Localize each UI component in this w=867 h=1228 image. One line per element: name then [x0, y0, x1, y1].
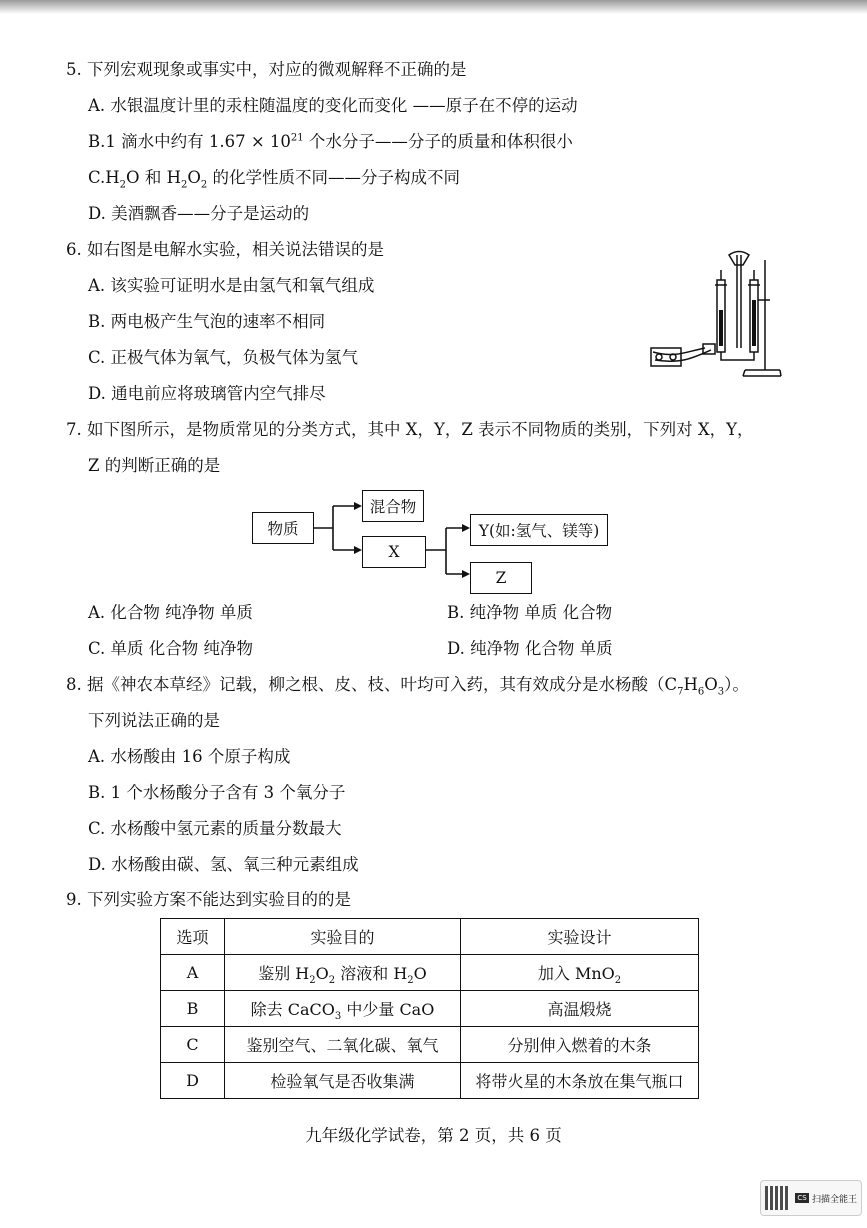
row-a-goal: 鉴别 $H_2O_2$ 溶液和 $H_2O$: [225, 955, 461, 991]
row-d-option: D: [161, 1063, 225, 1099]
table-header-row: [161, 919, 699, 955]
q9-experiment-table: [160, 918, 699, 1099]
row-d-design: 将带火星的木条放在集气瓶口: [461, 1063, 699, 1099]
q5-option-a: A. 水银温度计里的汞柱随温度的变化而变化 ——原子在不停的运动: [88, 96, 578, 115]
scanner-watermark-badge: [760, 1180, 862, 1216]
table-header-option: 选项: [161, 919, 225, 955]
diagram-node-z: Z: [470, 562, 532, 594]
q6-option-b: B. 两电极产生气泡的速率不相同: [88, 312, 326, 331]
q9-stem: 9. 下列实验方案不能达到实验目的的是: [66, 890, 351, 909]
table-header-goal: 实验目的: [225, 919, 461, 955]
q7-option-a: A. 化合物 纯净物 单质: [88, 603, 253, 622]
table-row: [161, 991, 699, 1027]
camscanner-logo-icon: CS: [795, 1193, 809, 1203]
q8-stem-line1: 8. 据《神农本草经》记载，柳之根、皮、枝、叶均可入药，其有效成分是水杨酸$(C_7H_6O_3)$。: [66, 675, 749, 698]
q5-option-d: D. 美酒飘香——分子是运动的: [88, 204, 310, 223]
q7-stem-line2: Z 的判断正确的是: [88, 456, 221, 475]
row-c-design: 分别伸入燃着的木条: [461, 1027, 699, 1063]
qr-code-icon: [765, 1186, 789, 1210]
q5-stem: 5. 下列宏观现象或事实中，对应的微观解释不正确的是: [66, 60, 467, 79]
table-header-design: 实验设计: [461, 919, 699, 955]
q5-option-c: $C.H_2O$ 和 $H_2O_2$ 的化学性质不同——分子构成不同: [88, 168, 460, 191]
table-row: [161, 1027, 699, 1063]
q6-stem: 6. 如右图是电解水实验，相关说法错误的是: [66, 240, 384, 259]
q8-stem-line2: 下列说法正确的是: [88, 711, 220, 730]
row-a-option: A: [161, 955, 225, 991]
q7-option-c: C. 单质 化合物 纯净物: [88, 639, 254, 658]
q7-option-b: B. 纯净物 单质 化合物: [447, 603, 613, 622]
row-b-design: 高温煅烧: [461, 991, 699, 1027]
q6-option-c: C. 正极气体为氧气，负极气体为氢气: [88, 348, 359, 367]
page-footer: 九年级化学试卷，第 2 页，共 6 页: [305, 1126, 562, 1145]
row-c-option: C: [161, 1027, 225, 1063]
diagram-node-substance: 物质: [252, 512, 314, 544]
row-c-goal: 鉴别空气、二氧化碳、氧气: [225, 1027, 461, 1063]
q7-stem-line1: 7. 如下图所示，是物质常见的分类方式，其中 X，Y，Z 表示不同物质的类别，下列对 X，Y，: [66, 420, 754, 439]
q5-option-b: B.1 滴水中约有 $1.67 \times 10^{21}$ 个水分子——分子的质量和体积很小: [88, 132, 573, 151]
table-row: [161, 955, 699, 991]
row-b-goal: 除去 CaCO$_3$ 中少量 CaO: [225, 991, 461, 1027]
q8-option-b: B. 1 个水杨酸分子含有 3 个氧分子: [88, 783, 346, 802]
row-a-design: 加入 MnO$_2$: [461, 955, 699, 991]
scanner-badge-title: 扫描全能王: [812, 1194, 858, 1205]
table-row: [161, 1063, 699, 1099]
row-b-option: B: [161, 991, 225, 1027]
q8-option-d: D. 水杨酸由碳、氢、氧三种元素组成: [88, 855, 359, 874]
diagram-node-mixture: 混合物: [362, 490, 424, 522]
q6-option-d: D. 通电前应将玻璃管内空气排尽: [88, 384, 326, 403]
q7-option-d: D. 纯净物 化合物 单质: [447, 639, 613, 658]
diagram-node-x: X: [362, 536, 426, 568]
q8-option-a: A. 水杨酸由 16 个原子构成: [88, 747, 291, 766]
diagram-node-y: Y(如:氢气、镁等): [470, 514, 608, 546]
row-d-goal: 检验氧气是否收集满: [225, 1063, 461, 1099]
q8-option-c: C. 水杨酸中氢元素的质量分数最大: [88, 819, 342, 838]
q6-option-a: A. 该实验可证明水是由氢气和氧气组成: [88, 276, 375, 295]
